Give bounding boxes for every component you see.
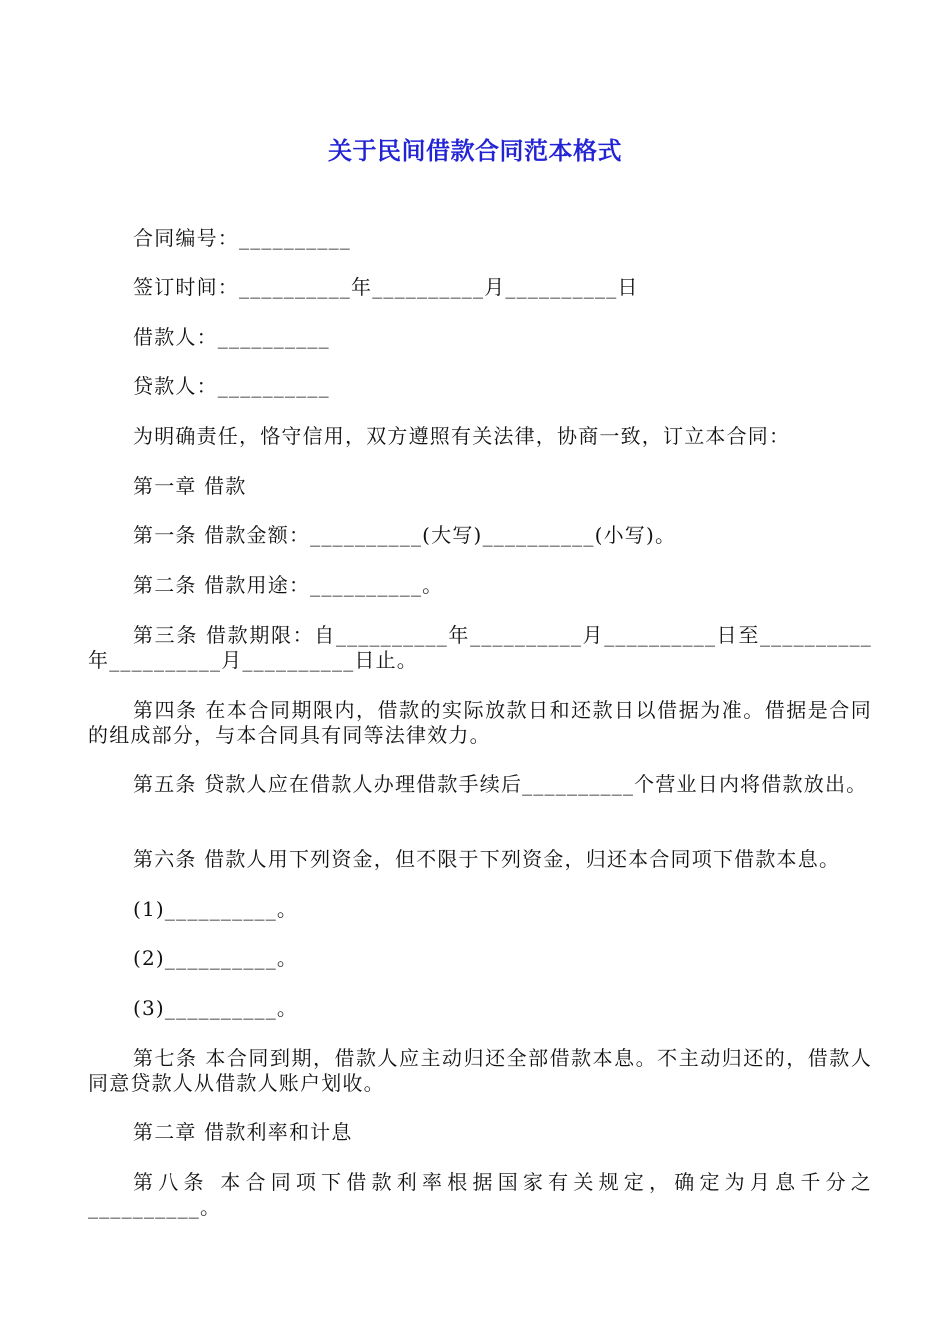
chapter-two-heading: 第二章 借款利率和计息 <box>133 1120 353 1144</box>
signing-date-line: 签订时间：__________年__________月__________日 <box>133 275 639 299</box>
lender-line: 贷款人：__________ <box>133 374 330 398</box>
funding-item-1: (1)__________。 <box>133 897 299 921</box>
preamble-paragraph: 为明确责任，恪守信用，双方遵照有关法律，协商一致，订立本合同： <box>133 424 791 448</box>
funding-item-3: (3)__________。 <box>133 996 299 1020</box>
chapter-one-heading: 第一章 借款 <box>133 474 247 498</box>
article-one: 第一条 借款金额：__________(大写)__________(小写)。 <box>133 523 677 547</box>
article-five: 第五条 贷款人应在借款人办理借款手续后__________个营业日内将借款放出。 <box>133 772 868 796</box>
article-eight: 第八条 本合同项下借款利率根据国家有关规定，确定为月息千分之__________。 <box>88 1170 872 1219</box>
article-six: 第六条 借款人用下列资金，但不限于下列资金，归还本合同项下借款本息。 <box>133 847 841 871</box>
document-title: 关于民间借款合同范本格式 <box>328 137 622 165</box>
article-four: 第四条 在本合同期限内，借款的实际放款日和还款日以借据为准。借据是合同的组成部分，与本合同具有同等法律效力。 <box>88 698 872 747</box>
article-seven: 第七条 本合同到期，借款人应主动归还全部借款本息。不主动归还的，借款人同意贷款人从借款人账户划收。 <box>88 1046 872 1095</box>
article-two: 第二条 借款用途：__________。 <box>133 573 444 597</box>
contract-number-line: 合同编号：__________ <box>133 226 351 250</box>
funding-item-2: (2)__________。 <box>133 946 299 970</box>
borrower-line: 借款人：__________ <box>133 325 330 349</box>
article-three: 第三条 借款期限：自__________年__________月__________日至__________年__________月__________日止。 <box>88 623 872 672</box>
